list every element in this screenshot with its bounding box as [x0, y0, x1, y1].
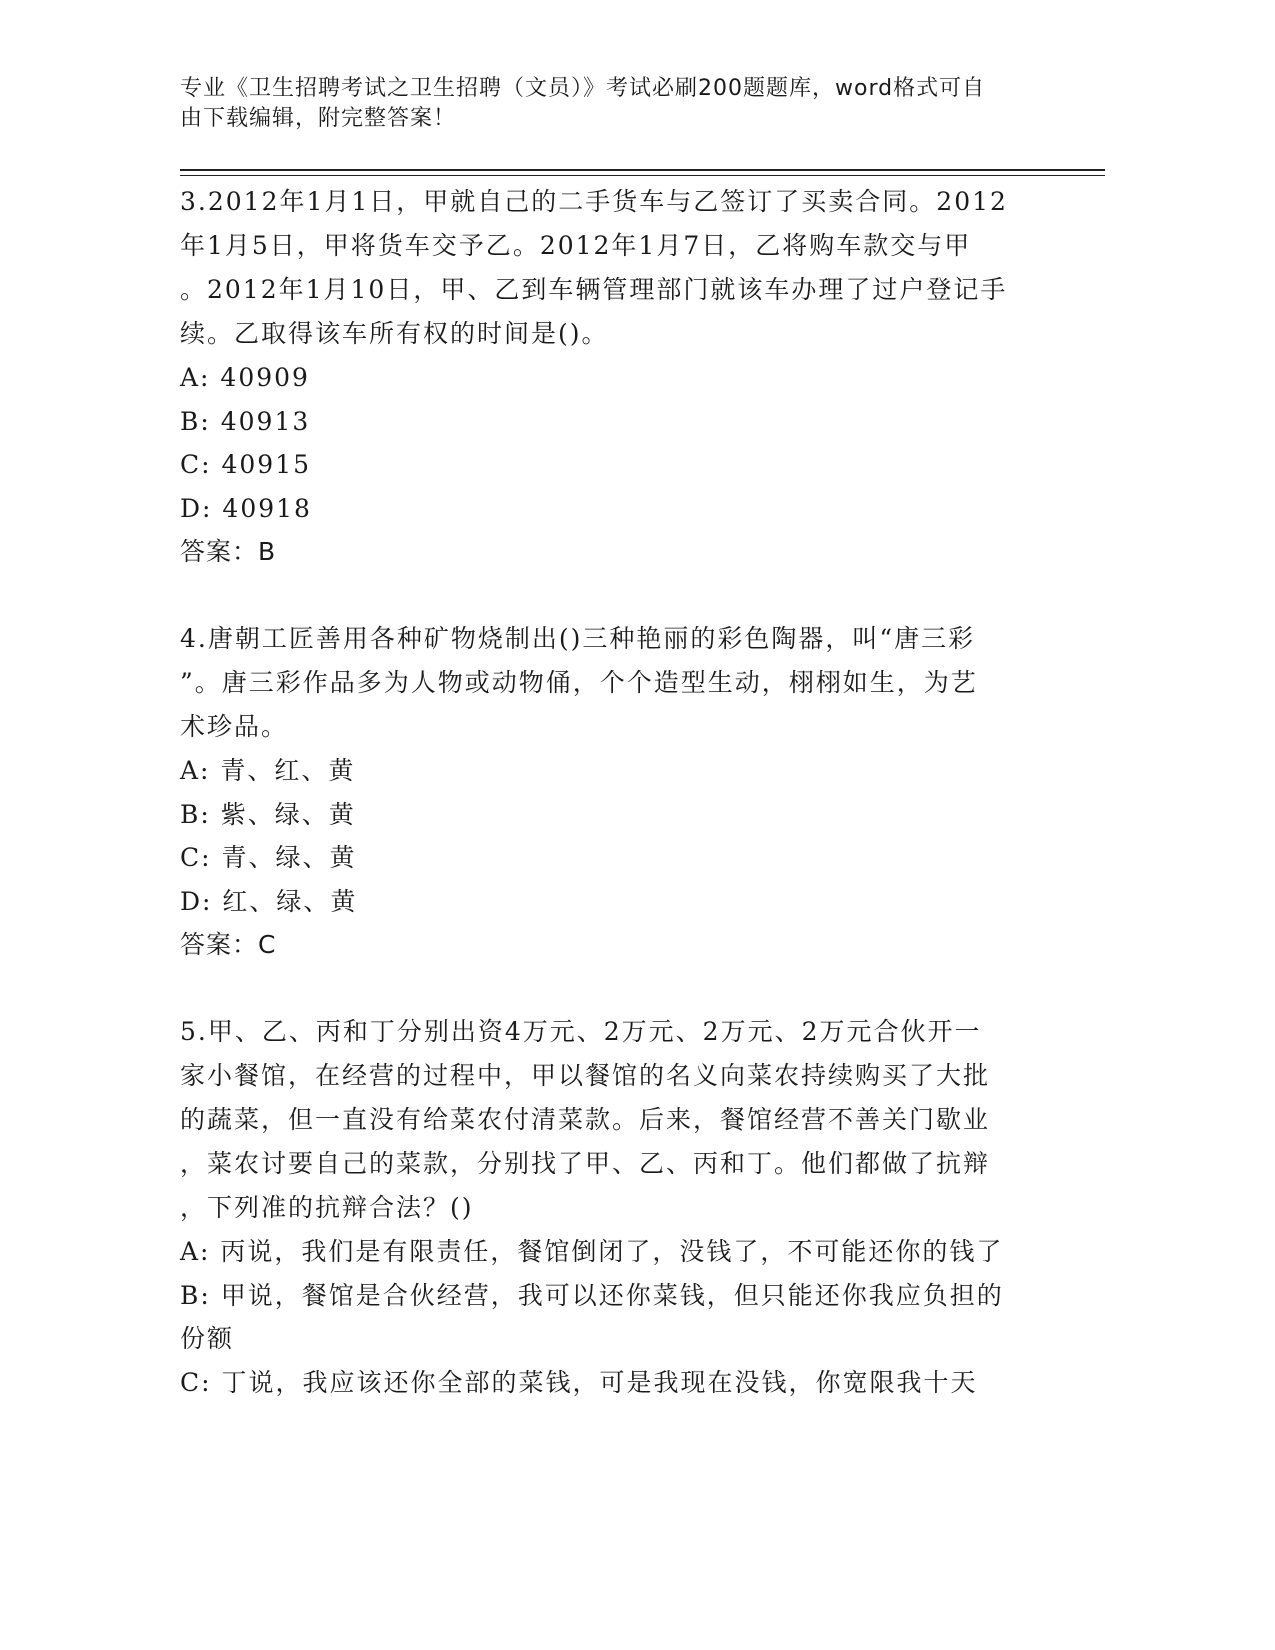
question-3-line-4: 续。乙取得该车所有权的时间是()。 — [180, 319, 609, 348]
question-3-option-a: A: 40909 — [180, 363, 310, 392]
question-3-line-2: 年1月5日，甲将货车交予乙。2012年1月7日，乙将购车款交与甲 — [180, 231, 972, 260]
question-5-line-4: ，菜农讨要自己的菜款，分别找了甲、乙、丙和丁。他们都做了抗辩 — [180, 1149, 991, 1178]
question-3 — [180, 180, 1050, 574]
question-5-option-b-continued: 份额 — [180, 1324, 235, 1353]
header-title-line-1: 专业《卫生招聘考试之卫生招聘（文员）》考试必刷200题题库，word格式可自 — [180, 76, 986, 101]
question-4-answer: 答案：C — [180, 930, 277, 959]
question-4-line-1: 4.唐朝工匠善用各种矿物烧制出()三种艳丽的彩色陶器，叫“唐三彩 — [180, 624, 976, 653]
header-title-line-2: 由下载编辑，附完整答案！ — [180, 106, 457, 131]
question-3-option-c: C: 40915 — [180, 450, 312, 479]
question-list — [180, 180, 1050, 1404]
question-4-option-c: C: 青、绿、黄 — [180, 843, 357, 872]
question-3-answer: 答案：B — [180, 537, 277, 566]
question-5-option-c: C: 丁说，我应该还你全部的菜钱，可是我现在没钱，你宽限我十天 — [180, 1367, 978, 1397]
document-header — [180, 74, 1040, 134]
question-4-option-a: A: 青、红、黄 — [180, 756, 356, 785]
question-5 — [180, 1010, 1050, 1404]
question-5-line-3: 的蔬菜，但一直没有给菜农付清菜款。后来，餐馆经营不善关门歇业 — [180, 1105, 991, 1134]
spacer — [180, 574, 1050, 617]
question-3-option-b: B: 40913 — [180, 406, 311, 436]
question-3-line-3: 。2012年1月10日，甲、乙到车辆管理部门就该车办理了过户登记手 — [180, 275, 1008, 304]
question-4-line-2: ”。唐三彩作品多为人物或动物俑，个个造型生动，栩栩如生，为艺 — [180, 668, 978, 697]
question-4-option-b: B: 紫、绿、黄 — [180, 799, 356, 829]
question-5-option-a: A: 丙说，我们是有限责任，餐馆倒闭了，没钱了，不可能还你的钱了 — [180, 1237, 1004, 1266]
header-divider-thick — [180, 169, 1105, 171]
header-divider-thin — [180, 175, 1105, 176]
question-5-line-1: 5.甲、乙、丙和丁分别出资4万元、2万元、2万元、2万元合伙开一 — [180, 1017, 982, 1046]
question-3-option-d: D: 40918 — [180, 493, 312, 523]
spacer — [180, 967, 1050, 1010]
question-4 — [180, 617, 1050, 967]
question-5-line-5: ，下列准的抗辩合法？() — [180, 1193, 474, 1222]
question-5-option-b: B: 甲说，餐馆是合伙经营，我可以还你菜钱，但只能还你我应负担的 — [180, 1280, 1004, 1310]
question-4-option-d: D: 红、绿、黄 — [180, 886, 358, 916]
question-3-line-1: 3.2012年1月1日，甲就自己的二手货车与乙签订了买卖合同。2012 — [180, 187, 1008, 216]
question-4-line-3: 术珍品。 — [180, 712, 289, 741]
question-5-line-2: 家小餐馆，在经营的过程中，甲以餐馆的名义向菜农持续购买了大批 — [180, 1061, 991, 1090]
